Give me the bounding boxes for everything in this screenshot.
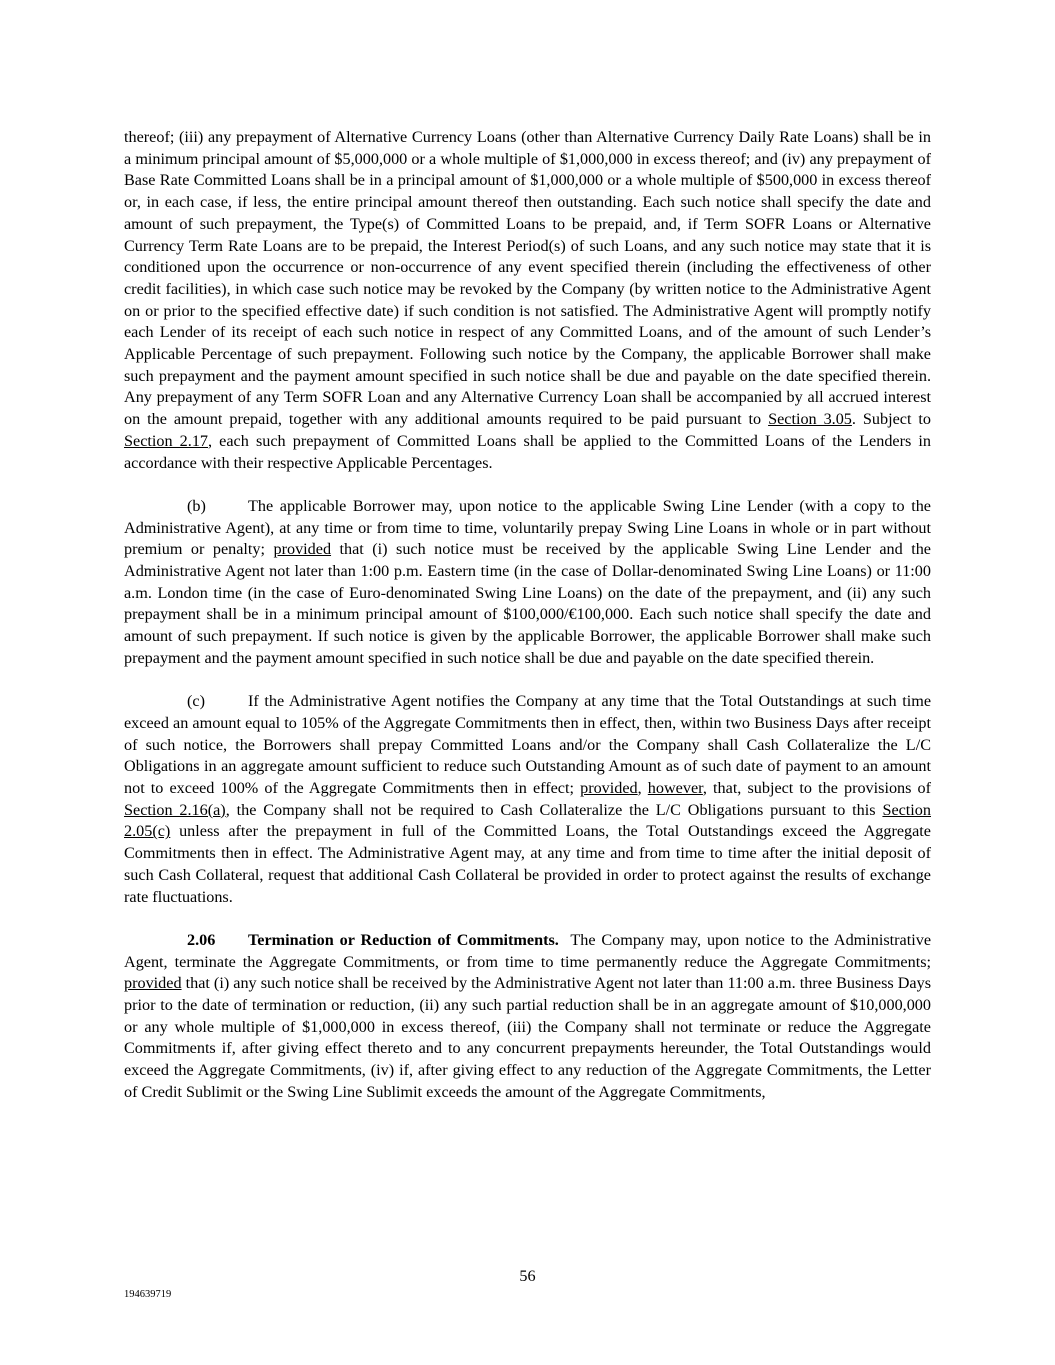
clause-label: (c) xyxy=(187,692,205,711)
provided-term: provided xyxy=(124,974,182,993)
provided-term: provided xyxy=(580,779,638,798)
paragraph-c: (c) If the Administrative Agent notifies the Company at any time that the Total Outstandings at such time exceed an amount equal to 105% of the Aggregate Commitments then in effect, then, within two Business Days after receipt of such notice, the Borrowers shall prepay Committed Loans and/or the Company shall Cash Collateralize the L/C Obligations in an aggregate amount sufficient to reduce such Outstanding Amount as of such date of payment to an amount not to exceed 100% of the Aggregate Commitments then in effect; provided, however, that, subject to the provisions of Section 2.16(a), the Company shall not be required to Cash Collateralize the L/C Obligations pursuant to this Section 2.05(c) unless after the prepayment in full of the Committed Loans, the Total Outstandings exceed the Aggregate Commitments then in effect. The Administrative Agent may, at any time and from time to time after the initial deposit of such Cash Collateral, request that additional Cash Collateral be provided in order to protect against the results of exchange rate fluctuations. xyxy=(124,692,932,906)
provided-term: provided xyxy=(273,540,332,559)
section-reference: Section 2.17 xyxy=(124,431,209,450)
section-reference: Section 3.05 xyxy=(768,410,852,429)
paragraph-b: (b) The applicable Borrower may, upon notice to the applicable Swing Line Lender (with a copy to the Administrative Agent), at any time or from time to time, voluntarily prepay Swing Line Loans in whole or in part without premium or penalty; provided that (i) such notice must be received by the applicable Swing Line Lender and the Administrative Agent not later than 1:00 p.m. Eastern time (in the case of Dollar-denominated Swing Line Loans) or 11:00 a.m. London time (in the case of Euro-denominated Swing Line Loans) on the date of the prepayment, and (ii) any such prepayment shall be in a minimum principal amount of $100,000/€100,000. Each such notice shall specify the date and amount of such prepayment. If such notice is given by the applicable Borrower, the applicable Borrower shall make such prepayment and the payment amount specified in such notice shall be due and payable on the date specified therein. xyxy=(124,496,931,667)
document-id: 194639719 xyxy=(124,1289,172,1300)
section-reference: Section 2.05(c) xyxy=(124,800,931,841)
clause-label: (b) xyxy=(187,496,206,515)
however-term: however xyxy=(647,779,703,798)
section-2-06: 2.06 Termination or Reduction of Commitments. The Company may, upon notice to the Administrative Agent, terminate the Aggregate Commitments, or from time to time permanently reduce the Aggregate Commitments; provided that (i) any such notice shall be received by the Administrative Agent not later than 11:00 a.m. three Business Days prior to the date of termination or reduction, (ii) any such partial reduction shall be in an aggregate amount of $10,000,000 or any whole multiple of $1,000,000 in excess thereof, (iii) the Company shall not terminate or reduce the Aggregate Commitments if, after giving effect thereto and to any concurrent prepayments hereunder, the Total Outstandings would exceed the Aggregate Commitments, (iv) if, after giving effect to any reduction of the Aggregate Commitments, the Letter of Credit Sublimit or the Swing Line Sublimit exceeds the amount of the Aggregate Commitments, xyxy=(124,930,936,1101)
page-number: 56 xyxy=(519,1267,536,1285)
section-heading: Termination or Reduction of Commitments. xyxy=(248,930,559,949)
paragraph-prepayment-continued: thereof; (iii) any prepayment of Alternative Currency Loans (other than Alternative Currency Daily Rate Loans) shall be in a minimum principal amount of $5,000,000 or a whole multiple of $1,000,000 in excess thereof; and (iv) any prepayment of Base Rate Committed Loans shall be in a principal amount of $1,000,000 or a whole multiple of $500,000 in excess thereof or, in each case, if less, the entire principal amount thereof then outstanding. Each such notice shall specify the date and amount of such prepayment, the Type(s) of Committed Loans to be prepaid, and, if Term SOFR Loans or Alternative Currency Term Rate Loans are to be prepaid, the Interest Period(s) of such Loans, and any such notice may state that it is conditioned upon the occurrence or non-occurrence of any event specified therein (including the effectiveness of other credit facilities), in which case such notice may be revoked by the Company (by written notice to the Administrative Agent on or prior to the specified effective date) if such condition is not satisfied. The Administrative Agent will promptly notify each Lender of its receipt of each such notice in respect of any Committed Loans, and of the amount of such Lender’s Applicable Percentage of such prepayment. Following such notice by the Company, the applicable Borrower shall make such prepayment and the payment amount specified in such notice shall be due and payable on the date specified therein. Any prepayment of any Term SOFR Loan and any Alternative Currency Loan shall be accompanied by all accrued interest on the amount prepaid, together with any additional amounts required to be paid pursuant to Section 3.05. Subject to Section 2.17, each such prepayment of Committed Loans shall be applied to the Committed Loans of the Lenders in accordance with their respective Applicable Percentages. xyxy=(124,128,931,472)
document-body xyxy=(124,127,936,1125)
section-number: 2.06 xyxy=(187,930,216,949)
section-reference: Section 2.16(a) xyxy=(124,800,226,819)
